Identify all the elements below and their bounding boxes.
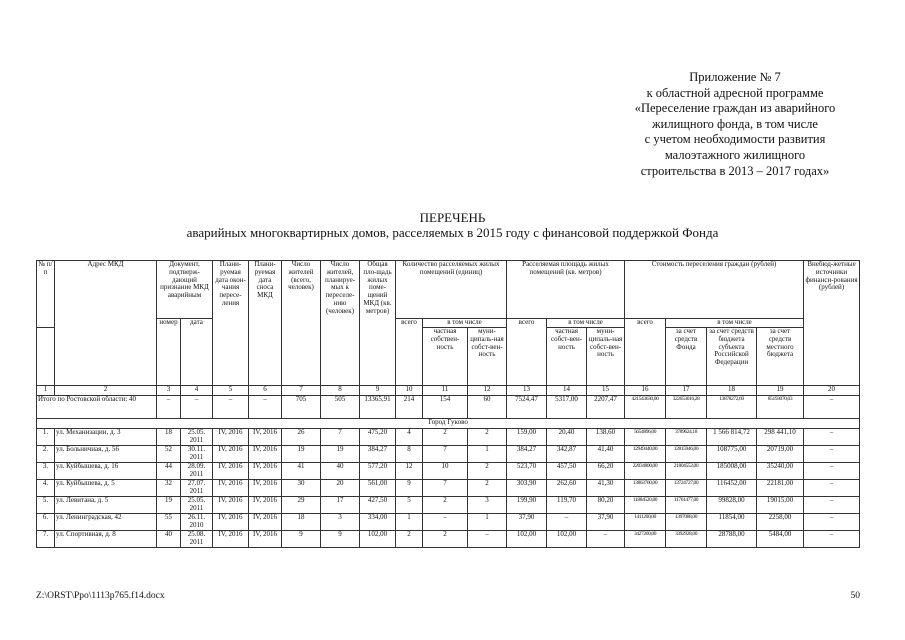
table-cell: 5484,00 — [757, 531, 804, 548]
table-cell: IV, 2016 — [213, 429, 249, 446]
header-doc-date: дата — [181, 319, 213, 386]
table-cell: 523,70 — [507, 463, 547, 480]
table-cell: IV, 2016 — [249, 446, 282, 463]
table-row — [37, 497, 860, 514]
total-cell: 154 — [423, 396, 468, 419]
table-cell: 26.11. 2010 — [181, 514, 213, 531]
table-cell: 30.11. 2011 — [181, 446, 213, 463]
address-cell: ул. Больничная, д. 56 — [55, 446, 157, 463]
appendix-line: к областной адресной программе — [646, 85, 824, 100]
total-cell: 13878272,69 — [707, 396, 757, 419]
col-number: 13 — [507, 386, 547, 396]
total-cell: 421543630,00 — [625, 396, 666, 419]
total-cell: – — [213, 396, 249, 419]
table-cell: 13724727,00 — [666, 480, 707, 497]
col-number: 5 — [213, 386, 249, 396]
header-cost-incl: в том числе — [666, 319, 804, 328]
table-cell: IV, 2016 — [249, 514, 282, 531]
header-area-private: частная собст-вен-ность — [547, 328, 587, 386]
table-cell: 26 — [282, 429, 321, 446]
table-cell: 37,90 — [587, 514, 625, 531]
table-cell: 199,90 — [507, 497, 547, 514]
table-cell: 298 441,10 — [757, 429, 804, 446]
table-cell: 27.07. 2011 — [181, 480, 213, 497]
table-cell: 19015,00 — [757, 497, 804, 514]
table-cell: 40 — [157, 531, 181, 548]
appendix-line: «Переселение граждан из аварийного — [634, 101, 836, 116]
table-cell: 12 — [396, 463, 423, 480]
table-cell: 9 — [321, 531, 360, 548]
total-cell: 322653016,28 — [666, 396, 707, 419]
header-residents: Число жителей (всего, человек) — [282, 261, 321, 386]
table-cell: 384,27 — [360, 446, 396, 463]
table-row — [37, 429, 860, 446]
total-cell: 705 — [282, 396, 321, 419]
col-number: 10 — [396, 386, 423, 396]
table-cell: 119,70 — [547, 497, 587, 514]
header-document: Документ, подтверж-дающий признание МКД аварийным — [157, 261, 213, 319]
table-cell: 22034800,00 — [625, 463, 666, 480]
table-cell: 11761477,00 — [666, 497, 707, 514]
table-cell: 9 — [282, 531, 321, 548]
header-extra: Внебюд-жетные источники финанси-рования (рублей) — [804, 261, 860, 386]
total-cell: 60 — [468, 396, 507, 419]
table-cell: 41 — [282, 463, 321, 480]
city-name: Город Гуково — [37, 419, 860, 429]
table-cell: IV, 2016 — [249, 463, 282, 480]
table-cell: 13863760,00 — [625, 480, 666, 497]
col-number: 17 — [666, 386, 707, 396]
col-number: 9 — [360, 386, 396, 396]
table-cell: – — [804, 480, 860, 497]
table-cell: 9 — [396, 480, 423, 497]
table-cell: 102,00 — [507, 531, 547, 548]
table-cell: 66,20 — [587, 463, 625, 480]
table-cell: 342,87 — [547, 446, 587, 463]
address-cell: ул. Левитана, д. 5 — [55, 497, 157, 514]
table-cell: 2 — [423, 497, 468, 514]
col-number: 1 — [37, 386, 55, 396]
table-cell: – — [468, 531, 507, 548]
table-cell: 303,90 — [507, 480, 547, 497]
table-cell: 20719,00 — [757, 446, 804, 463]
total-cell: 214 — [396, 396, 423, 419]
table-cell: – — [804, 531, 860, 548]
table-cell: 4 — [396, 429, 423, 446]
table-cell: 1397088,00 — [666, 514, 707, 531]
table-cell: – — [547, 514, 587, 531]
table-cell: 5. — [37, 497, 55, 514]
resettlement-table — [36, 260, 860, 548]
header-doc-number: номер — [157, 319, 181, 386]
table-cell: 19 — [157, 497, 181, 514]
col-number: 2 — [55, 386, 157, 396]
total-cell: 7524,47 — [507, 396, 547, 419]
table-cell: 2 — [423, 429, 468, 446]
table-cell: 25.08. 2011 — [181, 531, 213, 548]
column-numbers-row — [37, 386, 860, 396]
table-cell: 40 — [321, 463, 360, 480]
table-cell: 2 — [468, 429, 507, 446]
table-cell: 2 — [423, 531, 468, 548]
table-cell: 6. — [37, 514, 55, 531]
table-cell: IV, 2016 — [249, 497, 282, 514]
table-cell: 28.09. 2011 — [181, 463, 213, 480]
table-row — [37, 531, 860, 548]
table-cell: – — [804, 497, 860, 514]
appendix-line: малоэтажного жилищного — [664, 147, 806, 162]
total-cell: 2207,47 — [587, 396, 625, 419]
table-cell: 3392928,00 — [666, 531, 707, 548]
col-number: 6 — [249, 386, 282, 396]
col-number: 20 — [804, 386, 860, 396]
header-rooms-private: частная собствен-ность — [423, 328, 468, 386]
table-cell: 2. — [37, 446, 55, 463]
address-cell: ул. Механизации, д. 3 — [55, 429, 157, 446]
header-cost-regional: за счет средств бюджета субъекта Российской Федерации — [707, 328, 757, 386]
table-cell: 4. — [37, 480, 55, 497]
table-cell: – — [804, 446, 860, 463]
appendix-line: жилищного фонда, в том числе — [652, 116, 818, 131]
total-cell: – — [249, 396, 282, 419]
table-cell: 8 — [396, 446, 423, 463]
col-number: 18 — [707, 386, 757, 396]
col-number: 8 — [321, 386, 360, 396]
table-cell: 18 — [157, 429, 181, 446]
header-planned-resettle: Плани-руемая дата окон-чания пересе-ления — [213, 261, 249, 386]
table-cell: 1 — [468, 514, 507, 531]
address-cell: ул. Спортивная, д. 8 — [55, 531, 157, 548]
table-cell: 3427200,00 — [625, 531, 666, 548]
header-area-incl: в том числе — [547, 319, 625, 328]
total-cell: – — [804, 396, 860, 419]
table-cell: 18 — [282, 514, 321, 531]
table-cell: 7 — [423, 480, 468, 497]
table-cell: 2 — [468, 480, 507, 497]
table-cell: 561,00 — [360, 480, 396, 497]
table-cell: – — [587, 531, 625, 548]
header-area-resettled: Расселяемая площадь жилых помещений (кв. метров) — [507, 261, 625, 319]
header-total-area: Общая пло-щадь жилых поме-щений МКД (кв. метров) — [360, 261, 396, 386]
col-number: 16 — [625, 386, 666, 396]
table-cell: 55 — [157, 514, 181, 531]
table-cell: 475,20 — [360, 429, 396, 446]
table-cell: IV, 2016 — [213, 446, 249, 463]
header-rooms-total: всего — [396, 319, 423, 386]
table-cell: 12815946,00 — [666, 446, 707, 463]
header-area-total: всего — [507, 319, 547, 386]
col-number: 11 — [423, 386, 468, 396]
header-rooms-incl: в том числе — [423, 319, 507, 328]
document-title — [0, 210, 905, 240]
table-cell: 457,50 — [547, 463, 587, 480]
table-cell: 29 — [282, 497, 321, 514]
address-cell: ул. Куйбышева, д. 5 — [55, 480, 157, 497]
total-cell: – — [181, 396, 213, 419]
col-number: 4 — [181, 386, 213, 396]
table-cell: 28788,00 — [707, 531, 757, 548]
table-cell: 11884520,00 — [625, 497, 666, 514]
table-cell: IV, 2016 — [213, 514, 249, 531]
table-cell: 25.05. 2011 — [181, 497, 213, 514]
table-cell: 1411200,00 — [625, 514, 666, 531]
table-cell: 12949440,00 — [625, 446, 666, 463]
table-cell: IV, 2016 — [213, 463, 249, 480]
table-cell: 3. — [37, 463, 55, 480]
header-num: № п/п — [37, 261, 55, 328]
table-cell: 20,40 — [547, 429, 587, 446]
table-cell: IV, 2016 — [249, 531, 282, 548]
table-cell: 10 — [423, 463, 468, 480]
table-cell: 102,00 — [547, 531, 587, 548]
table-cell: 2 — [468, 463, 507, 480]
table-cell: 41,30 — [587, 480, 625, 497]
table-cell: 108775,00 — [707, 446, 757, 463]
table-cell: 30 — [282, 480, 321, 497]
table-cell: 427,50 — [360, 497, 396, 514]
table-cell: 1 — [396, 514, 423, 531]
header-cost-total: всего — [625, 319, 666, 386]
footer-file-path: Z:\ORST\Ppo\1113p765.f14.docx — [36, 591, 165, 601]
table-cell: IV, 2016 — [249, 480, 282, 497]
table-cell: – — [423, 514, 468, 531]
table-cell: 41,40 — [587, 446, 625, 463]
table-cell: 32 — [157, 480, 181, 497]
table-cell: 1 — [468, 446, 507, 463]
title-line-2: аварийных многоквартирных домов, расселяемых в 2015 году с финансовой поддержкой Фонда — [186, 225, 719, 240]
table-row — [37, 514, 860, 531]
table-cell: 3 — [468, 497, 507, 514]
table-cell: 138,60 — [587, 429, 625, 446]
header-planned-demolish: Плани-руемая дата сноса МКД — [249, 261, 282, 386]
appendix-line: с учетом необходимости развития — [644, 132, 826, 147]
col-number: 19 — [757, 386, 804, 396]
table-cell: 7. — [37, 531, 55, 548]
header-area-municipal: муни-ципаль-ная собст-вен-ность — [587, 328, 625, 386]
total-row — [37, 396, 860, 419]
city-row — [37, 419, 860, 429]
table-cell: 3 — [321, 514, 360, 531]
table-cell: 102,00 — [360, 531, 396, 548]
total-cell: 505 — [321, 396, 360, 419]
table-cell: 7 — [423, 446, 468, 463]
table-cell: 17 — [321, 497, 360, 514]
table-cell: 11854,00 — [707, 514, 757, 531]
table-cell: 116452,00 — [707, 480, 757, 497]
table-cell: IV, 2016 — [249, 429, 282, 446]
table-cell: IV, 2016 — [213, 497, 249, 514]
total-cell: – — [157, 396, 181, 419]
table-cell: – — [804, 463, 860, 480]
address-cell: ул. Ленинградская, 42 — [55, 514, 157, 531]
table-cell: IV, 2016 — [213, 480, 249, 497]
col-number: 14 — [547, 386, 587, 396]
table-cell: 21804552,00 — [666, 463, 707, 480]
table-cell: 22181,00 — [757, 480, 804, 497]
header-num-spacer — [37, 328, 55, 386]
table-cell: 99828,00 — [707, 497, 757, 514]
table-cell: 37,90 — [507, 514, 547, 531]
table-cell: 44 — [157, 463, 181, 480]
col-number: 15 — [587, 386, 625, 396]
table-cell: 52 — [157, 446, 181, 463]
table-cell: 2 — [396, 531, 423, 548]
total-cell: 85193070,03 — [757, 396, 804, 419]
table-cell: 5 — [396, 497, 423, 514]
table-row — [37, 463, 860, 480]
table-cell: 25.05. 2011 — [181, 429, 213, 446]
table-cell: 35240,00 — [757, 463, 804, 480]
address-cell: ул. Куйбышева, д. 16 — [55, 463, 157, 480]
table-cell: 577,20 — [360, 463, 396, 480]
header-cost-fund: за счет средств Фонда — [666, 328, 707, 386]
table-row — [37, 480, 860, 497]
appendix-line: Приложение № 7 — [689, 70, 781, 84]
table-cell: 19 — [321, 446, 360, 463]
total-cell: 13365,91 — [360, 396, 396, 419]
table-cell: 3789624,18 — [666, 429, 707, 446]
table-cell: – — [804, 514, 860, 531]
appendix-block — [600, 70, 870, 179]
appendix-line: строительства в 2013 – 2017 годах» — [640, 163, 830, 178]
table-cell: 80,20 — [587, 497, 625, 514]
table-row — [37, 446, 860, 463]
table-cell: 1. — [37, 429, 55, 446]
table-cell: 7 — [321, 429, 360, 446]
table-cell: 19 — [282, 446, 321, 463]
col-number: 3 — [157, 386, 181, 396]
table-cell: 159,00 — [507, 429, 547, 446]
header-rooms-municipal: муни-ципаль-ная собст-вен-ность — [468, 328, 507, 386]
table-cell: 20 — [321, 480, 360, 497]
total-cell: 5317,00 — [547, 396, 587, 419]
table-cell: 2258,00 — [757, 514, 804, 531]
table-cell: 384,27 — [507, 446, 547, 463]
header-rooms-count: Количество расселяемых жилых помещений (единиц) — [396, 261, 507, 319]
table-cell: 334,00 — [360, 514, 396, 531]
col-number: 7 — [282, 386, 321, 396]
table-cell: 5654896,00 — [625, 429, 666, 446]
table-cell: IV, 2016 — [213, 531, 249, 548]
total-label: Итого по Ростовской области: 40 — [37, 396, 157, 419]
header-cost-local: за счет средств местного бюджета — [757, 328, 804, 386]
footer-page-number: 50 — [850, 591, 860, 601]
table-cell: 185008,00 — [707, 463, 757, 480]
header-residents-planned: Число жителей, планируе-мых к переселе-нию (человек) — [321, 261, 360, 386]
title-line-1: ПЕРЕЧЕНЬ — [419, 210, 486, 225]
header-cost: Стоимость переселения граждан (рублей) — [625, 261, 804, 319]
table-cell: 262,60 — [547, 480, 587, 497]
table-cell: – — [804, 429, 860, 446]
col-number: 12 — [468, 386, 507, 396]
header-address: Адрес МКД — [55, 261, 157, 386]
table-cell: 1 566 814,72 — [707, 429, 757, 446]
